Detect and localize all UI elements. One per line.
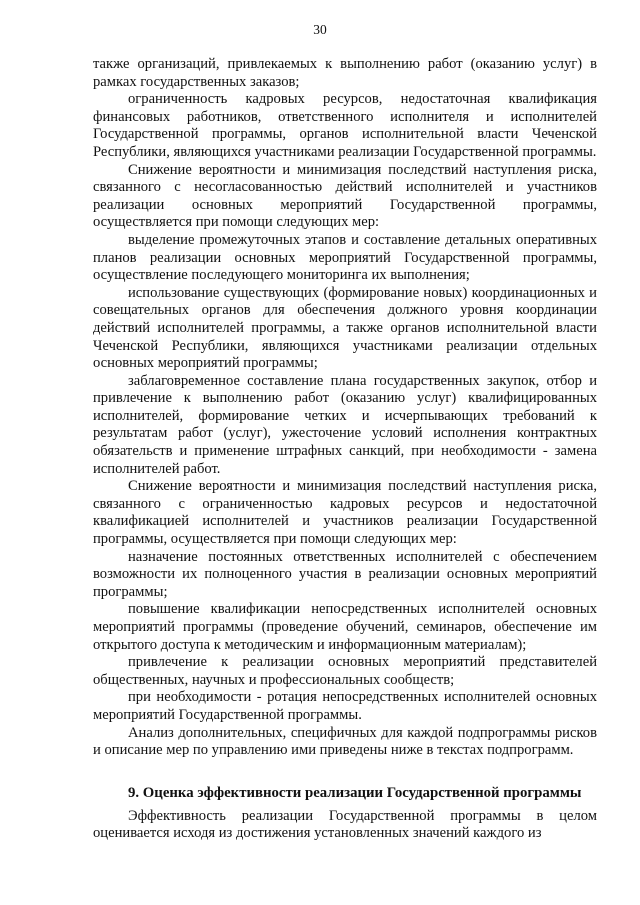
paragraph-measure-assign: назначение постоянных ответственных исполнителей с обеспечением возможности их полноценного участия в реализации основных мероприятий программы; [93, 548, 597, 600]
paragraph-subprogram-risks: Анализ дополнительных, специфичных для каждой подпрограммы рисков и описание мер по управлению ими приведены ниже в текстах подпрограмм. [93, 724, 597, 759]
paragraph-measure-involvement: привлечение к реализации основных мероприятий представителей общественных, научных и профессиональных сообществ; [93, 654, 597, 688]
paragraph-measure-procurement: заблаговременное составление плана государственных закупок, отбор и привлечение к выполнению работ (оказанию услуг) квалифицированных исполнителей, формирование четких и исчерпывающих требований к результатам работ (услуг), ужесточение условий исполнения контрактных обязательств и применение штрафных санкций, при необходимости - замена исполнителей работ. [93, 372, 597, 477]
page-body [93, 56, 597, 843]
paragraph-measure-stages: выделение промежуточных этапов и составление детальных оперативных планов реализации основных мероприятий Государственной программы, осуществление последующего мониторинга их выполнения; [93, 231, 597, 284]
paragraph-measure-rotation: при необходимости - ротация непосредственных исполнителей основных мероприятий Государственной программы. [93, 689, 597, 723]
section-heading: 9. Оценка эффективности реализации Государственной программы [128, 784, 582, 801]
paragraph-risk-staff: Снижение вероятности и минимизация последствий наступления риска, связанного с ограниченностью кадровых ресурсов и недостаточной квалификацией исполнителей и участников реализации Государственной программы, осуществляется при помощи следующих мер: [93, 478, 597, 548]
paragraph-risk-coordination: Снижение вероятности и минимизация последствий наступления риска, связанного с несогласованностью действий исполнителей и участников реализации основных мероприятий Государственной программы, осуществляется при помощи следующих мер: [93, 161, 597, 231]
paragraph-staff-limits: ограниченность кадровых ресурсов, недостаточная квалификация финансовых работников, ответственного исполнителя и исполнителей Государственной программы, органов исполнительной власти Чеченской Республики, являющихся участниками реализации Государственной программы. [93, 91, 597, 160]
paragraph-measure-training: повышение квалификации непосредственных исполнителей основных мероприятий программы (проведение обучений, семинаров, обеспечение им открытого доступа к методическим и информационным материалам); [93, 601, 597, 653]
page-number: 30 [313, 22, 327, 37]
paragraph-effectiveness: Эффективность реализации Государственной программы в целом оценивается исходя из достижения установленных значений каждого из [93, 807, 597, 842]
paragraph-measure-bodies: использование существующих (формирование новых) координационных и совещательных органов для обеспечения должного уровня координации действий исполнителей программы, а также органов исполнительной власти Чеченской Республики, являющихся участниками реализации отдельных основных мероприятий программы; [93, 284, 597, 372]
paragraph-continuation: также организаций, привлекаемых к выполнению работ (оказанию услуг) в рамках государственных заказов; [93, 56, 597, 90]
